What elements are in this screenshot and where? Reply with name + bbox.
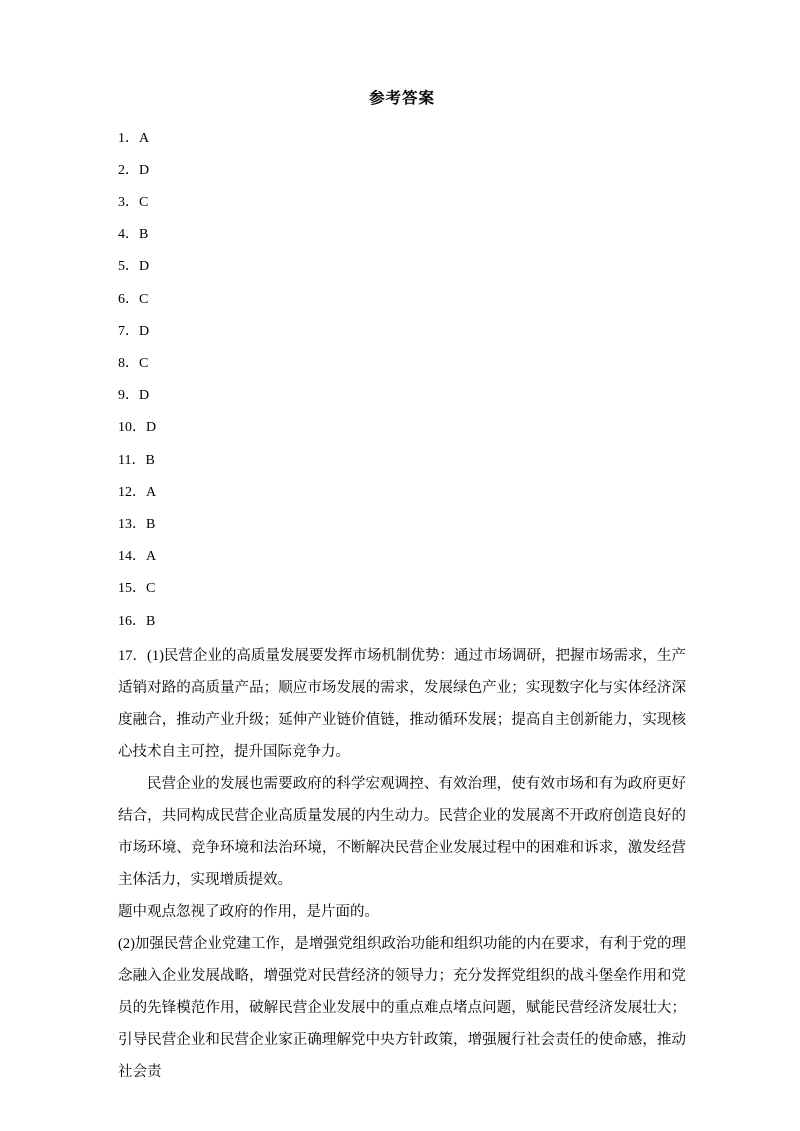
answer-number: 13 bbox=[118, 517, 132, 533]
list-item bbox=[118, 380, 686, 412]
answer-value: B bbox=[146, 517, 156, 533]
essay-answer-block bbox=[118, 640, 686, 1088]
answer-separator: ． bbox=[132, 484, 146, 500]
essay-paragraph-q17-2: 民营企业的发展也需要政府的科学宏观调控、有效治理，使有效市场和有为政府更好结合，共同构成民营企业高质量发展的内生动力。民营企业的发展离不开政府创造良好的市场环境、竞争环境和法治环境，不断解决民营企业发展过程中的困难和诉求，激发经营主体活力，实现增质提效。 bbox=[118, 775, 686, 888]
answer-number: 11 bbox=[118, 452, 132, 468]
list-item bbox=[118, 541, 686, 573]
answer-number: 8 bbox=[118, 356, 125, 372]
answer-separator: ． bbox=[132, 549, 146, 565]
answer-number: 12 bbox=[118, 484, 132, 500]
answer-number: 5 bbox=[118, 259, 125, 275]
answer-separator: ． bbox=[132, 517, 146, 533]
answer-value: D bbox=[139, 162, 150, 178]
list-item bbox=[118, 348, 686, 380]
answer-separator: ． bbox=[131, 452, 146, 468]
answer-number: 2 bbox=[118, 162, 125, 178]
list-item bbox=[118, 445, 686, 477]
answer-separator: ． bbox=[132, 581, 146, 597]
answer-value: C bbox=[139, 195, 149, 210]
objective-answer-list bbox=[118, 123, 686, 638]
answer-number: 4 bbox=[118, 227, 125, 243]
essay-paragraph-q17-4: (2)加强民营企业党建工作，是增强党组织政治功能和组织功能的内在要求，有利于党的理念融入企业发展战略，增强党对民营经济的领导力；充分发挥党组织的战斗堡垒作用和党员的先锋模范作用，破解民营企业发展中的重点难点堵点问题，赋能民营经济发展壮大；引导民营企业和民营企业家正确理解党中央方针政策，增强履行社会责任的使命感，推动社会责 bbox=[118, 935, 686, 1080]
answer-value: B bbox=[146, 613, 156, 629]
answer-separator: ． bbox=[125, 162, 139, 178]
list-item bbox=[118, 606, 686, 638]
answer-separator: ． bbox=[125, 130, 139, 146]
answer-value: A bbox=[146, 549, 157, 565]
answer-number: 16 bbox=[118, 613, 132, 629]
list-item bbox=[118, 219, 686, 251]
answer-number: 10 bbox=[118, 420, 132, 436]
list-item bbox=[118, 123, 686, 155]
list-item bbox=[118, 251, 686, 283]
page-title: 参考答案 bbox=[368, 90, 435, 107]
answer-value: D bbox=[139, 259, 150, 275]
answer-separator: ． bbox=[125, 388, 139, 404]
answer-value: C bbox=[139, 356, 149, 372]
list-item bbox=[118, 412, 686, 444]
answer-number: 7 bbox=[118, 323, 125, 339]
answer-value: C bbox=[139, 291, 149, 307]
list-item bbox=[118, 477, 686, 509]
list-item bbox=[118, 316, 686, 348]
answer-value: C bbox=[146, 581, 156, 597]
answer-number: 15 bbox=[118, 581, 132, 597]
list-item bbox=[118, 284, 686, 316]
answer-value: D bbox=[139, 323, 150, 339]
essay-paragraph-q17-1: 17．(1)民营企业的高质量发展要发挥市场机制优势：通过市场调研，把握市场需求，生产适销对路的高质量产品；顺应市场发展的需求，发展绿色产业；实现数字化与实体经济深度融合，推动产业升级；延伸产业链价值链，推动循环发展；提高自主创新能力，实现核心技术自主可控，提升国际竞争力。 bbox=[118, 647, 686, 760]
list-item bbox=[118, 155, 686, 187]
document-content bbox=[118, 90, 686, 1088]
answer-separator: ． bbox=[132, 613, 146, 629]
answer-separator: ． bbox=[125, 259, 139, 275]
answer-value: D bbox=[139, 388, 150, 404]
answer-value: D bbox=[146, 420, 157, 436]
answer-value: B bbox=[139, 227, 149, 243]
answer-value: A bbox=[146, 484, 157, 500]
answer-separator: ． bbox=[125, 323, 139, 339]
essay-paragraph-q17-3: 题中观点忽视了政府的作用，是片面的。 bbox=[118, 903, 379, 920]
answer-separator: ． bbox=[125, 195, 139, 210]
answer-number: 9 bbox=[118, 388, 125, 404]
answer-separator: ． bbox=[132, 420, 146, 436]
answer-separator: ． bbox=[125, 227, 139, 243]
answer-number: 6 bbox=[118, 291, 125, 307]
answer-number: 1 bbox=[118, 130, 125, 146]
answer-value: A bbox=[139, 130, 150, 146]
answer-number: 14 bbox=[118, 549, 132, 565]
answer-value: B bbox=[145, 452, 155, 468]
list-item bbox=[118, 509, 686, 541]
answer-number: 3 bbox=[118, 195, 125, 210]
answer-separator: ． bbox=[125, 291, 139, 307]
list-item bbox=[118, 187, 686, 219]
list-item bbox=[118, 573, 686, 605]
answer-separator: ． bbox=[125, 356, 139, 372]
